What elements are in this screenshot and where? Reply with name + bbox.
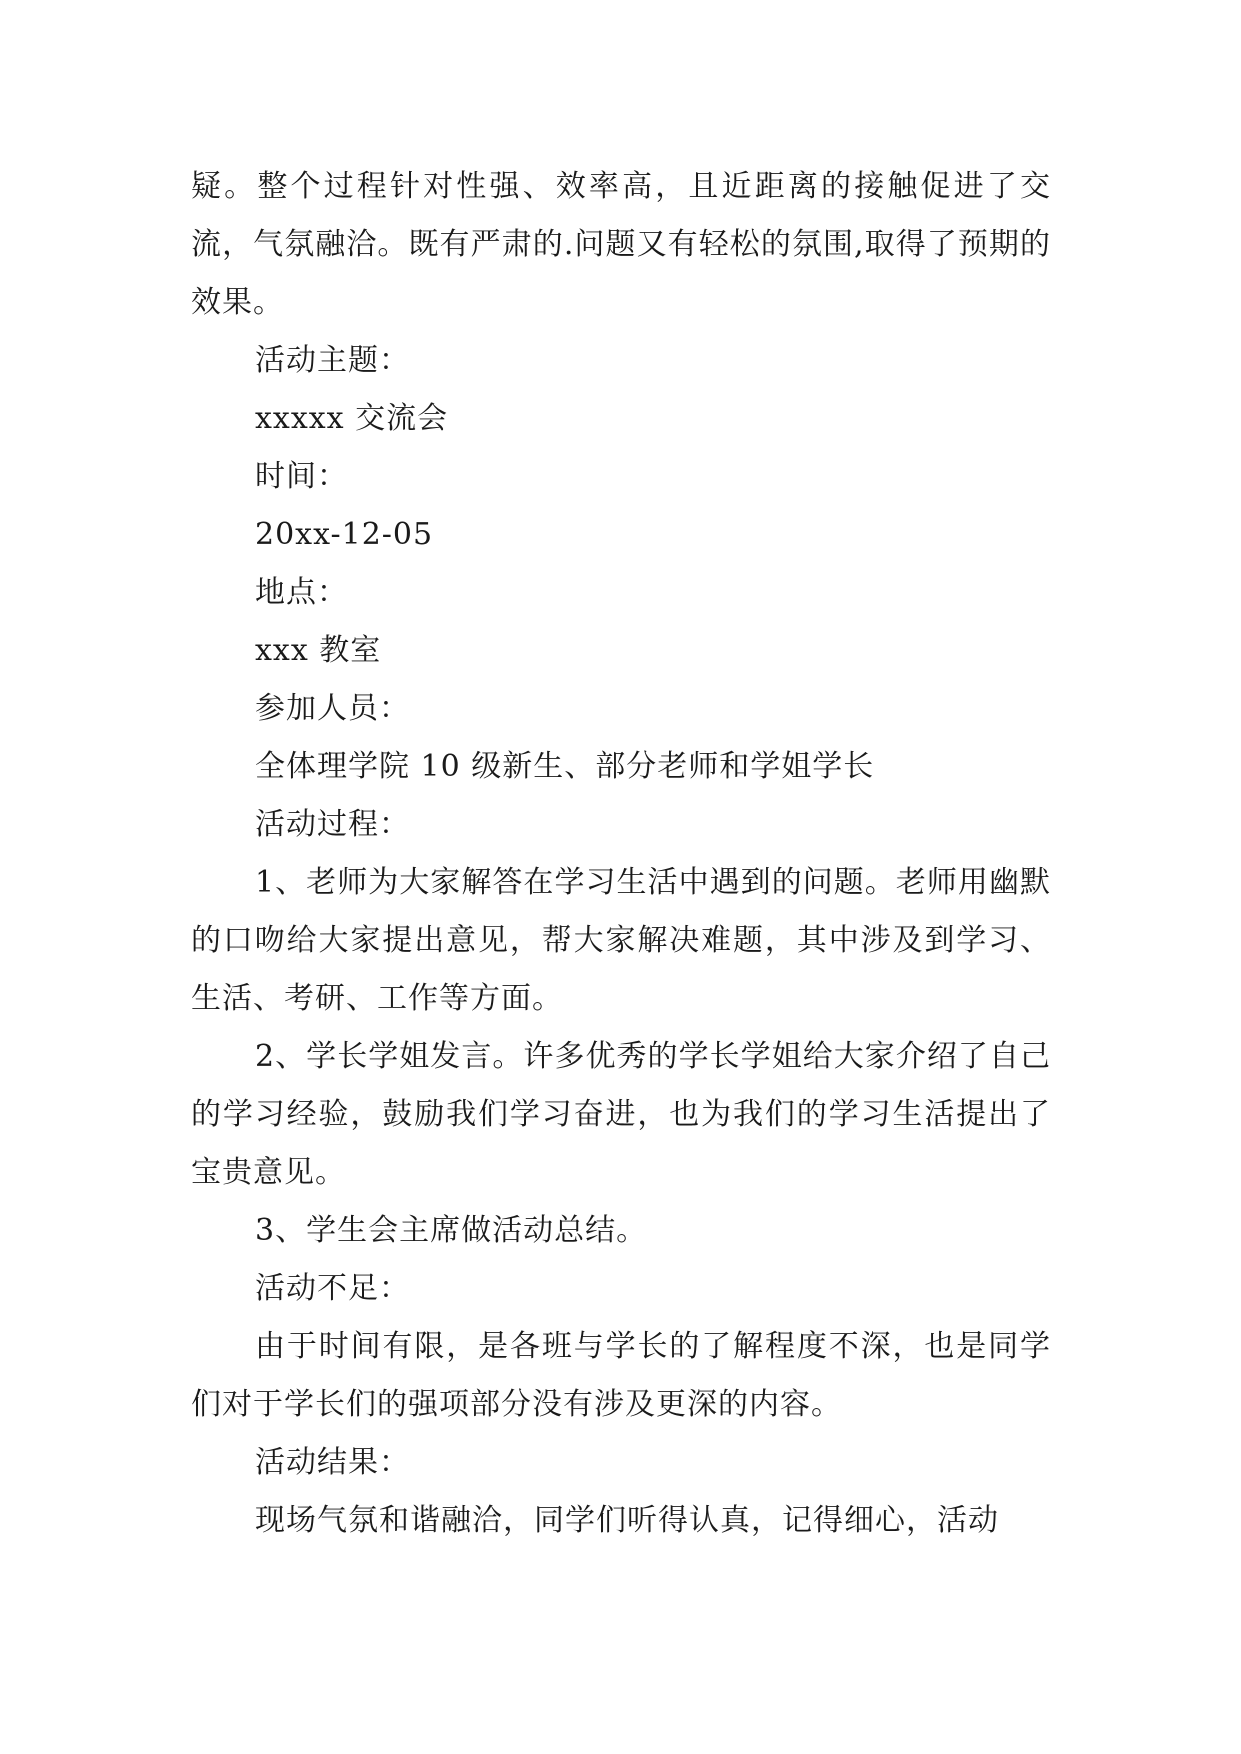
activity-theme-value: xxxxx 交流会 [255, 401, 449, 436]
heading-activity-theme: 活动主题： [255, 343, 410, 378]
shortcomings-text: 由于时间有限，是各班与学长的了解程度不深，也是同学们对于学长们的强项部分没有涉及更深的内容。 [191, 1329, 1051, 1422]
heading-time: 时间： [255, 459, 348, 494]
location-value: xxx 教室 [255, 633, 382, 668]
heading-activity-process: 活动过程： [255, 807, 410, 842]
process-item-1: 1、老师为大家解答在学习生活中遇到的问题。老师用幽默的口吻给大家提出意见，帮大家解决难题，其中涉及到学习、生活、考研、工作等方面。 [191, 865, 1051, 1016]
heading-shortcomings: 活动不足： [255, 1271, 410, 1306]
heading-location: 地点： [255, 575, 348, 610]
document-body [191, 158, 1051, 1550]
process-item-2: 2、学长学姐发言。许多优秀的学长学姐给大家介绍了自己的学习经验，鼓励我们学习奋进，也为我们的学习生活提出了宝贵意见。 [191, 1039, 1051, 1190]
paragraph-continuation: 疑。整个过程针对性强、效率高，且近距离的接触促进了交流，气氛融洽。既有严肃的.问题又有轻松的氛围,取得了预期的效果。 [191, 169, 1051, 320]
process-item-3: 3、学生会主席做活动总结。 [255, 1213, 648, 1248]
heading-participants: 参加人员： [255, 691, 410, 726]
time-value: 20xx-12-05 [255, 517, 434, 552]
participants-value: 全体理学院 10 级新生、部分老师和学姐学长 [255, 749, 875, 784]
results-text: 现场气氛和谐融洽，同学们听得认真，记得细心，活动 [255, 1503, 999, 1538]
heading-results: 活动结果： [255, 1445, 410, 1480]
